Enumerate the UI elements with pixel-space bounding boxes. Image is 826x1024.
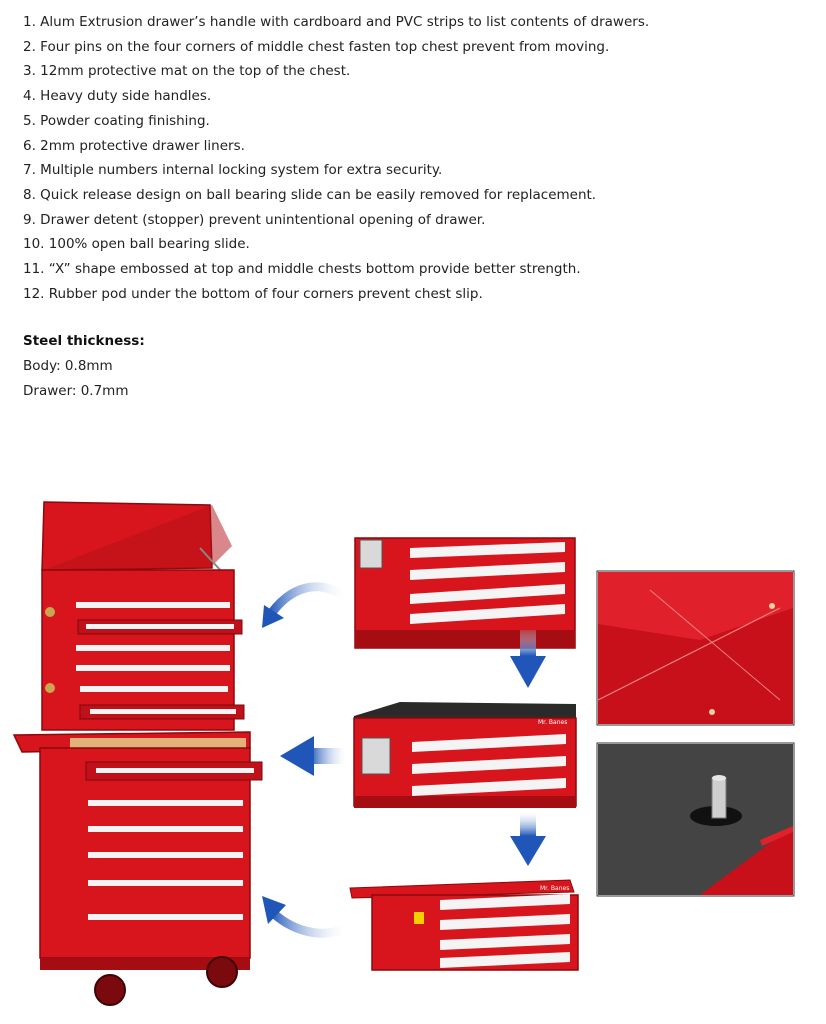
- feature-item: 6. 2mm protective drawer liners.: [23, 137, 245, 154]
- feature-item: 11. “X” shape embossed at top and middle chests bottom provide better strength.: [23, 261, 581, 278]
- feature-item: 2. Four pins on the four corners of middle chest fasten top chest prevent from moving.: [23, 38, 610, 55]
- assembled-tool-chest: [14, 502, 262, 1005]
- brand-label: Mr. Banes: [540, 885, 570, 892]
- curved-arrow-icon: [268, 587, 346, 618]
- feature-item: 7. Multiple numbers internal locking system for extra security.: [23, 162, 443, 179]
- feature-item: 4. Heavy duty side handles.: [23, 88, 212, 105]
- feature-item: 1. Alum Extrusion drawer’s handle with cardboard and PVC strips to list contents of drawers.: [23, 14, 650, 30]
- feature-item: 9. Drawer detent (stopper) prevent unintentional opening of drawer.: [23, 211, 486, 228]
- feature-item: 10. 100% open ball bearing slide.: [23, 236, 250, 253]
- feature-item: 8. Quick release design on ball bearing slide can be easily removed for replacement.: [23, 186, 597, 203]
- curved-arrow-icon: [270, 910, 346, 933]
- steel-thickness-title: Steel thickness:: [23, 333, 145, 349]
- left-arrow-icon: [280, 736, 346, 776]
- body-thickness: Body: 0.8mm: [23, 358, 113, 374]
- middle-chest-detail: [354, 702, 576, 808]
- drawer-thickness: Drawer: 0.7mm: [23, 383, 129, 399]
- x-emboss-detail-photo: [597, 571, 794, 725]
- tool-chest-illustration: [0, 460, 826, 1024]
- feature-item: 3. 12mm protective mat on the top of the chest.: [23, 63, 351, 80]
- feature-list: [23, 10, 813, 306]
- feature-item: 5. Powder coating finishing.: [23, 112, 210, 129]
- pin-detail-photo: [597, 743, 794, 896]
- brand-label: Mr. Banes: [538, 719, 568, 726]
- down-arrow-icon: [510, 812, 546, 866]
- top-chest-detail: [355, 538, 575, 648]
- feature-item: 12. Rubber pod under the bottom of four corners prevent chest slip.: [23, 285, 483, 302]
- bottom-cabinet-detail: [350, 880, 578, 970]
